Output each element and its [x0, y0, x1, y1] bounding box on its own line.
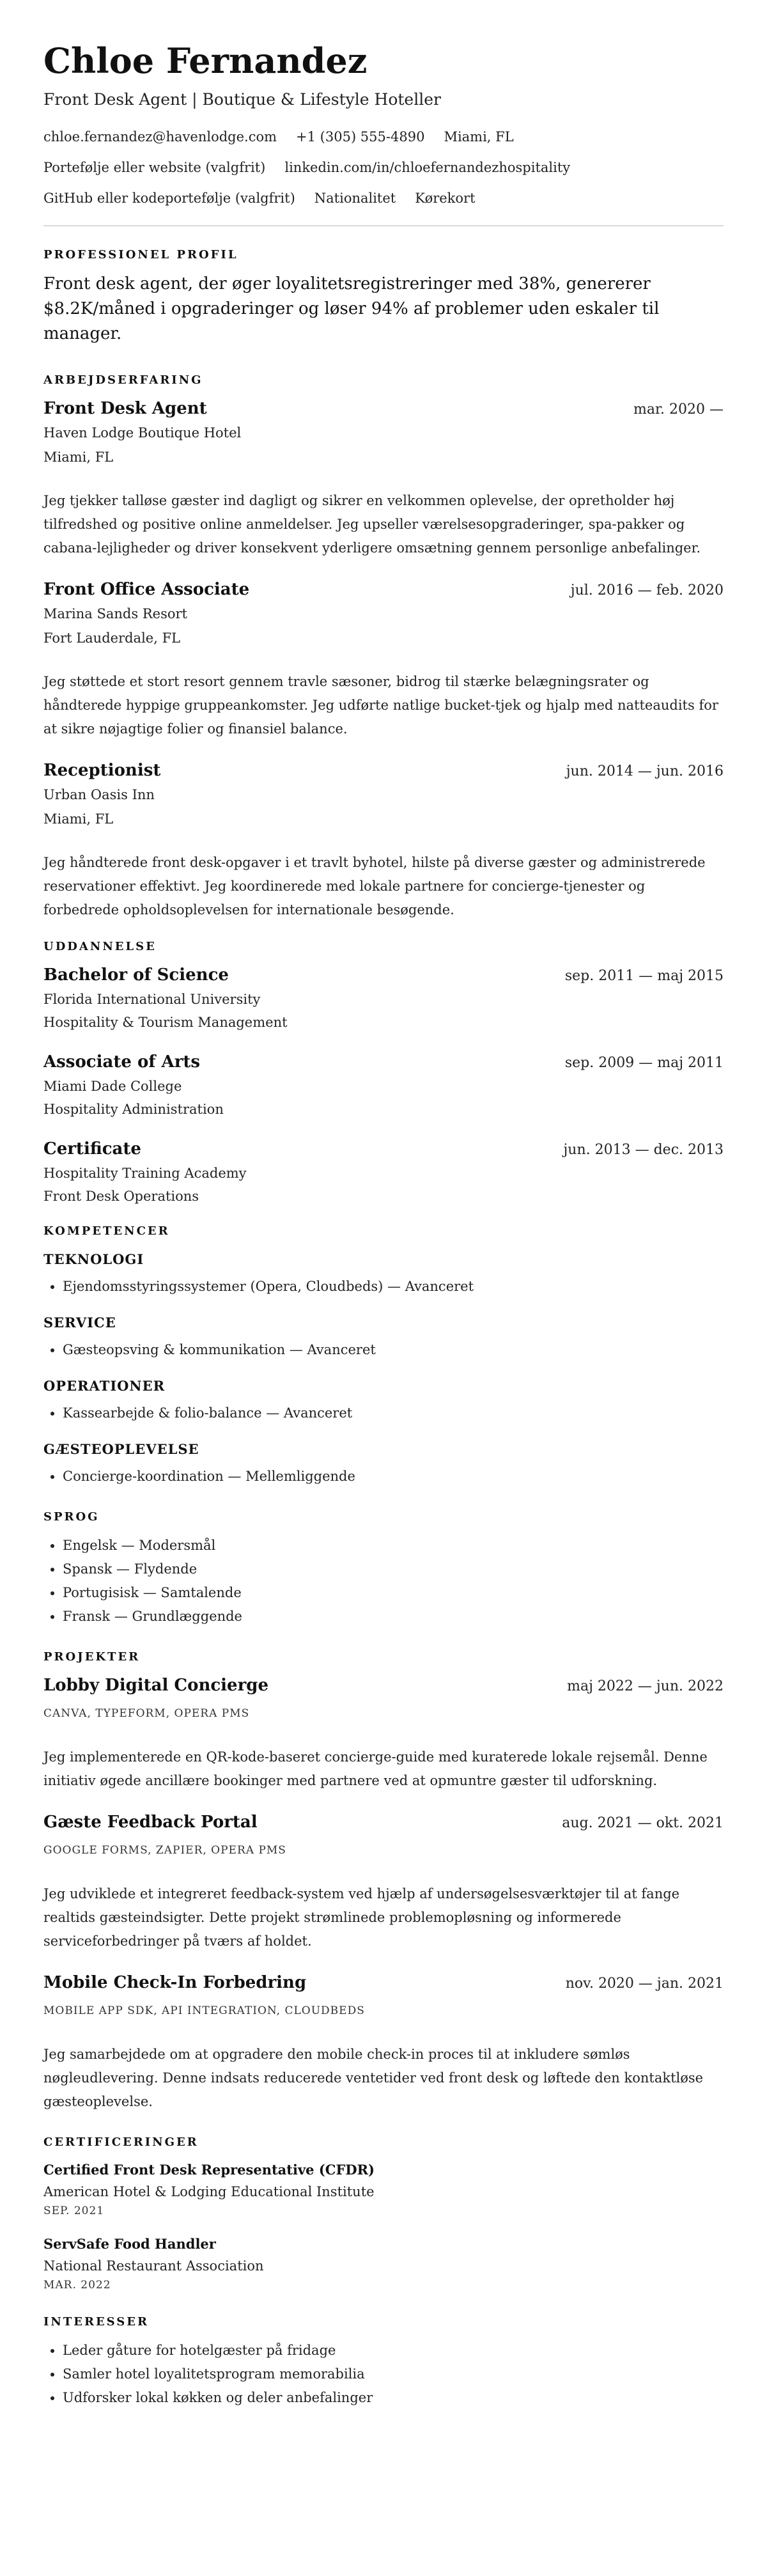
education-date: sep. 2009 — maj 2011	[564, 1055, 724, 1071]
projects-section-title: PROJEKTER	[43, 1650, 141, 1664]
job-location: Miami, FL	[43, 449, 114, 465]
skill-category: GÆSTEOPLEVELSE	[43, 1441, 199, 1457]
certifications-section	[43, 2135, 724, 2293]
contact-line-2	[43, 152, 724, 183]
education-section-title: UDDANNELSE	[43, 940, 157, 953]
location-text: Miami, FL	[444, 129, 514, 144]
profile-section	[43, 248, 724, 347]
project-date: nov. 2020 — jan. 2021	[565, 1976, 724, 1992]
education-date: sep. 2011 — maj 2015	[564, 968, 724, 984]
skill-item: • Kassearbejde & folio-balance — Avanceret	[63, 1401, 724, 1425]
education-date: jun. 2013 — dec. 2013	[563, 1142, 724, 1158]
language-item: • Spansk — Flydende	[63, 1557, 724, 1581]
candidate-headline: Front Desk Agent | Boutique & Lifestyle Hoteller	[43, 90, 441, 109]
degree-title: Certificate	[43, 1139, 141, 1159]
skill-category: SERVICE	[43, 1315, 116, 1331]
school-name: Hospitality Training Academy	[43, 1166, 247, 1181]
header-divider	[43, 225, 724, 226]
certification-org: National Restaurant Association	[43, 2258, 264, 2274]
certification-item	[43, 2233, 724, 2293]
job-company: Marina Sands Resort	[43, 606, 187, 621]
resume-header	[43, 38, 724, 214]
certification-org: American Hotel & Lodging Educational Institute	[43, 2184, 375, 2199]
skill-list	[43, 1465, 724, 1488]
job-description: Jeg støttede et stort resort gennem travle sæsoner, bidrog til stærke belægningsrater og håndterede hyppige gruppeankomster. Jeg udførte natlige bucket-tjek og hjalp med natteaudits for at sikre nøjagtige folier og finansiel balance.	[43, 674, 718, 737]
project-description: Jeg implementerede en QR-kode-baseret concierge-guide med kuraterede lokale rejsemål. Denne initiativ øgede ancillære bookinger med partnere ved at opmuntre gæster til udforskning.	[43, 1749, 708, 1788]
school-name: Miami Dade College	[43, 1079, 182, 1094]
certification-item	[43, 2159, 724, 2219]
language-item: • Fransk — Grundlæggende	[63, 1605, 724, 1628]
github-link[interactable]: GitHub eller kodeportefølje (valgfrit)	[43, 191, 295, 206]
portfolio-link[interactable]: Portefølje eller website (valgfrit)	[43, 160, 266, 175]
job-location: Miami, FL	[43, 811, 114, 827]
language-item: • Engelsk — Modersmål	[63, 1534, 724, 1557]
job-company: Urban Oasis Inn	[43, 787, 155, 802]
skill-category: OPERATIONER	[43, 1378, 166, 1394]
languages-section-title: SPROG	[43, 1510, 100, 1524]
job-date: jun. 2014 — jun. 2016	[566, 763, 724, 779]
education-item	[43, 1137, 724, 1208]
project-name: Mobile Check-In Forbedring	[43, 1973, 307, 1992]
project-item	[43, 1971, 724, 2114]
skills-section	[43, 1224, 724, 1488]
degree-title: Bachelor of Science	[43, 965, 229, 985]
education-item	[43, 1050, 724, 1121]
degree-title: Associate of Arts	[43, 1052, 201, 1072]
job-date: jul. 2016 — feb. 2020	[570, 582, 724, 598]
skill-list	[43, 1401, 724, 1425]
email-link[interactable]: chloe.fernandez@havenlodge.com	[43, 129, 277, 144]
certification-date: SEP. 2021	[43, 2205, 105, 2217]
certification-date: MAR. 2022	[43, 2279, 111, 2291]
certification-name: Certified Front Desk Representative (CFDR)	[43, 2162, 375, 2178]
experience-item	[43, 578, 724, 741]
experience-item	[43, 397, 724, 560]
project-name: Lobby Digital Concierge	[43, 1676, 269, 1695]
contact-line-3	[43, 183, 724, 214]
phone-number[interactable]: +1 (305) 555-4890	[296, 129, 425, 144]
skill-list	[43, 1275, 724, 1299]
certification-name: ServSafe Food Handler	[43, 2236, 216, 2252]
education-item	[43, 964, 724, 1034]
job-description: Jeg håndterede front desk-opgaver i et travlt byhotel, hilste på diverse gæster og administrerede reservationer effektivt. Jeg koordinerede med lokale partnere for concierge-tjenester og forbedrede opholdsoplevelsen for internationale besøgende.	[43, 855, 706, 917]
interest-item: • Udforsker lokal køkken og deler anbefalinger	[63, 2386, 724, 2410]
project-tech: CANVA, TYPEFORM, OPERA PMS	[43, 1707, 250, 1720]
contact-line-1	[43, 121, 724, 152]
project-item	[43, 1674, 724, 1793]
job-date: mar. 2020 —	[633, 402, 724, 418]
language-item: • Portugisisk — Samtalende	[63, 1581, 724, 1605]
project-description: Jeg samarbejdede om at opgradere den mobile check-in proces til at inkludere sømløs nøgleudlevering. Denne indsats reducerede ventetider ved front desk og løftede den kontaktløse gæsteoplevelse.	[43, 2047, 704, 2109]
skills-section-title: KOMPETENCER	[43, 1224, 170, 1238]
project-tech: MOBILE APP SDK, API INTEGRATION, CLOUDBEDS	[43, 2004, 365, 2017]
languages-section	[43, 1510, 724, 1628]
study-field: Hospitality & Tourism Management	[43, 1015, 288, 1030]
experience-section-title: ARBEJDSERFARING	[43, 373, 203, 387]
project-tech: GOOGLE FORMS, ZAPIER, OPERA PMS	[43, 1844, 286, 1857]
project-description: Jeg udviklede et integreret feedback-system ved hjælp af undersøgelsesværktøjer til at fange realtids gæsteindsigter. Dette projekt strømlinede problemopløsning og informerede serviceforbedringer på tværs af holdet.	[43, 1886, 680, 1949]
job-title: Front Office Associate	[43, 580, 250, 599]
license-text: Kørekort	[415, 191, 476, 206]
education-section	[43, 940, 724, 1208]
job-description: Jeg tjekker talløse gæster ind dagligt og sikrer en velkommen oplevelse, der opretholder høj tilfredshed og positive online anmeldelser. Jeg upseller værelsesopgraderinger, spa-pakker og cabana-lejligheder og driver konsekvent yderligere omsætning gennem personlige anbefalinger.	[43, 493, 701, 556]
job-company: Haven Lodge Boutique Hotel	[43, 425, 242, 441]
profile-section-title: PROFESSIONEL PROFIL	[43, 248, 238, 262]
experience-section	[43, 373, 724, 922]
job-title: Front Desk Agent	[43, 399, 207, 418]
project-name: Gæste Feedback Portal	[43, 1813, 258, 1832]
skill-list	[43, 1338, 724, 1362]
school-name: Florida International University	[43, 992, 261, 1007]
interest-item: • Leder gåture for hotelgæster på fridage	[63, 2339, 724, 2362]
interest-item: • Samler hotel loyalitetsprogram memorabilia	[63, 2362, 724, 2386]
skill-item: • Gæsteopsving & kommunikation — Avanceret	[63, 1338, 724, 1362]
interests-section	[43, 2315, 724, 2410]
linkedin-link[interactable]: linkedin.com/in/chloefernandezhospitality	[284, 160, 571, 175]
experience-item	[43, 759, 724, 922]
certifications-section-title: CERTIFICERINGER	[43, 2135, 199, 2149]
candidate-name: Chloe Fernandez	[43, 40, 368, 81]
project-item	[43, 1811, 724, 1953]
skill-item: • Ejendomsstyringssystemer (Opera, Cloudbeds) — Avanceret	[63, 1275, 724, 1299]
interest-list	[43, 2339, 724, 2410]
job-title: Receptionist	[43, 761, 161, 780]
skill-item: • Concierge-koordination — Mellemliggende	[63, 1465, 724, 1488]
nationality-text: Nationalitet	[314, 191, 396, 206]
project-date: maj 2022 — jun. 2022	[567, 1678, 724, 1694]
interests-section-title: INTERESSER	[43, 2315, 149, 2329]
language-list	[43, 1534, 724, 1628]
study-field: Front Desk Operations	[43, 1189, 199, 1204]
profile-text: Front desk agent, der øger loyalitetsregistreringer med 38%, genererer $8.2K/måned i opgraderinger og løser 94% af problemer uden eskaler til manager.	[43, 274, 660, 343]
projects-section	[43, 1650, 724, 2114]
project-date: aug. 2021 — okt. 2021	[562, 1815, 724, 1831]
study-field: Hospitality Administration	[43, 1102, 224, 1117]
skill-category: TEKNOLOGI	[43, 1251, 144, 1267]
job-location: Fort Lauderdale, FL	[43, 630, 181, 646]
